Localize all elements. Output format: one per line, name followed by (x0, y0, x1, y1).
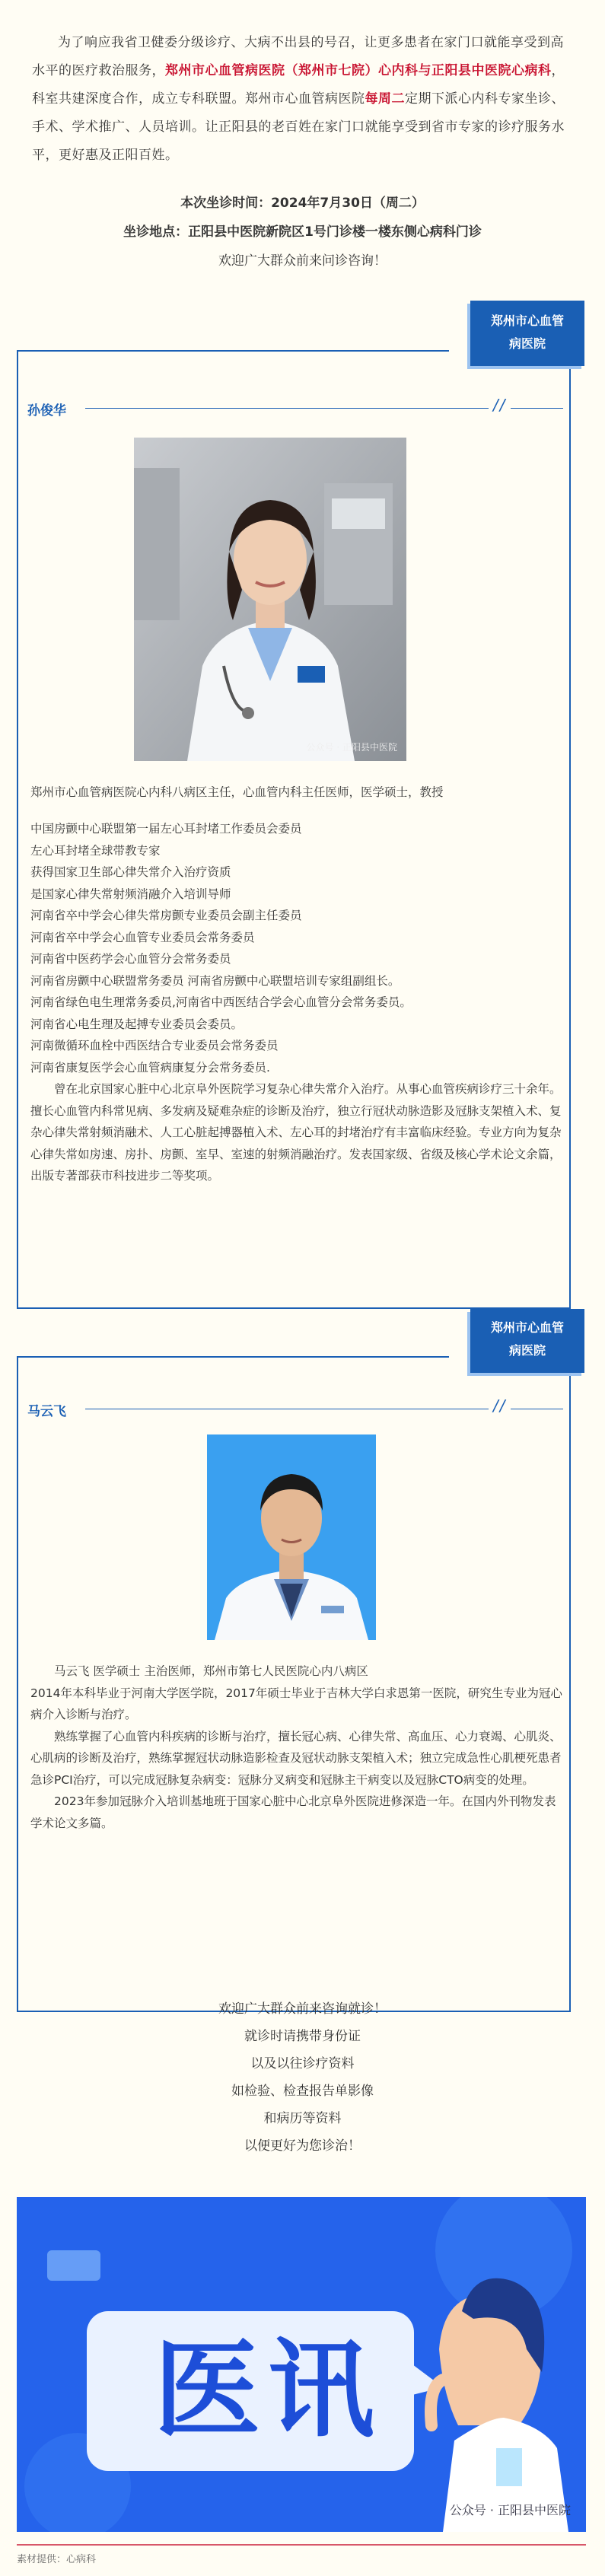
doctor-photo (207, 1434, 376, 1640)
intro-highlight-day: 每周二 (365, 91, 405, 107)
footer-divider (17, 2544, 586, 2546)
doctor-training: 2023年参加冠脉介入培训基地班于国家心脏中心北京阜外医院进修深造一年。在国内外刊物发表学术论文多篇。 (30, 1794, 556, 1830)
hospital-tag-label: 郑州市心血管病医院 (490, 314, 564, 351)
doctor-name: 孙俊华 (27, 403, 66, 419)
role-item: 河南省卒中学会心血管专业委员会常务委员 (30, 930, 255, 944)
doctor-title-line: 马云飞 医学硕士 主治医师，郑州市第七人民医院心内八病区 (54, 1664, 368, 1678)
closing-line: 就诊时请携带身份证 (244, 2029, 361, 2044)
doctor-roles (30, 818, 563, 1187)
closing-line: 欢迎广大群众前来咨询就诊！ (218, 2001, 387, 2017)
doctor-portrait-icon (134, 438, 406, 761)
hospital-tag-label: 郑州市心血管病医院 (490, 1320, 564, 1358)
closing-line: 和病历等资料 (263, 2111, 342, 2126)
intro-highlight-hospitals: 郑州市心血管病医院（郑州市七院）心内科与正阳县中医院心病科 (165, 63, 552, 78)
closing-line: 如检验、检查报告单影像 (231, 2084, 374, 2099)
source-credit: 素材提供：心病科 (17, 2554, 97, 2565)
photo-watermark: 公众号 · 正阳县中医院 (306, 742, 397, 753)
role-item: 中国房颤中心联盟第一届左心耳封堵工作委员会委员 (30, 822, 302, 836)
closing-line: 以便更好为您诊治！ (244, 2138, 361, 2154)
role-item: 河南省心电生理及起搏专业委员会委员。 (30, 1017, 244, 1031)
role-item: 河南省中医药学会心血管分会常务委员 (30, 952, 231, 966)
banner-watermark: 公众号 · 正阳县中医院 (449, 2503, 571, 2517)
decorative-slashes: // (489, 1396, 511, 1415)
role-item: 河南省卒中学会心律失常房颤专业委员会副主任委员 (30, 909, 302, 922)
hospital-tag (470, 1309, 584, 1373)
doctor-bio: 曾在北京国家心脏中心北京阜外医院学习复杂心律失常介入治疗。从事心血管疾病诊疗三十余年。擅长心血管内科常见病、多发病及疑难杂症的诊断及治疗，独立行冠状动脉造影及冠脉支架植入术、复杂心律失常射频消融术、人工心脏起搏器植入术、左心耳的封堵治疗有丰富临床经验。专业方向为复杂心律失常如房速、房扑、房颤、室早、室速的射频消融治疗。发表国家级、省级及核心学术论文余篇，出版专著部获市科技进步二等奖项。 (30, 1082, 562, 1183)
role-item: 河南微循环血栓中西医结合专业委员会常务委员 (30, 1039, 279, 1052)
doctor-intro (30, 782, 563, 804)
clinic-place: 坐诊地点：正阳县中医院新院区1号门诊楼一楼东侧心病科门诊 (123, 224, 482, 240)
intro-paragraph (32, 29, 577, 170)
banner-title: 医讯 (153, 2329, 382, 2453)
welcome-line: 欢迎广大群众前来问诊咨询！ (218, 253, 387, 269)
news-banner (17, 2197, 586, 2532)
hospital-tag (470, 301, 584, 366)
closing-notes (0, 1995, 605, 2160)
role-item: 是国家心律失常射频消融介入培训导师 (30, 887, 231, 901)
doctor-portrait-icon (207, 1434, 376, 1640)
role-item: 河南省康复医学会心血管病康复分会常务委员. (30, 1060, 270, 1075)
doctor-name: 马云飞 (27, 1404, 66, 1419)
intro-text: 为了响应我省卫健委分级诊疗、大病不出县的号召，让更多患者在家门口就能享受到高水平的医疗救治服务， (32, 35, 564, 78)
role-item: 获得国家卫生部心律失常介入治疗资质 (30, 865, 231, 879)
doctor-card-2 (17, 1309, 587, 1979)
doctor-title-line: 郑州市心血管病医院心内科八病区主任，心血管内科主任医师，医学硕士，教授 (30, 785, 444, 799)
doctor-expertise: 熟练掌握了心血管内科疾病的诊断与治疗，擅长冠心病、心律失常、高血压、心力衰竭、心肌炎、心肌病的诊断及治疗，熟练掌握冠状动脉造影检查及冠状动脉支架植入术；独立完成急性心肌梗死患者急诊PCI治疗，可以完成冠脉复杂病变：冠脉分叉病变和冠脉主干病变以及冠脉CTO病变的处理。 (30, 1729, 562, 1787)
doctor-card-1 (17, 301, 587, 1309)
role-item: 河南省绿色电生理常务委员,河南省中西医结合学会心血管分会常务委员。 (30, 995, 412, 1009)
decorative-slashes: // (489, 396, 511, 414)
role-item: 左心耳封堵全球带教专家 (30, 843, 161, 858)
closing-line: 以及以往诊疗资料 (250, 2056, 355, 2071)
intro-text: 定期下派心内科专家坐诊、手术、学术推广、人员培训。让正阳县的老百姓在家门口就能享受到省市专家的诊疗服务水平，更好惠及正阳百姓。 (32, 91, 565, 163)
role-item: 河南省房颤中心联盟常务委员 河南省房颤中心联盟培训专家组副组长。 (30, 973, 400, 988)
doctor-bio-block (30, 1661, 563, 1834)
doctor-photo (134, 438, 406, 761)
intro-text: ，科室共建深度合作，成立专科联盟。郑州市心血管病医院 (32, 63, 565, 107)
doctor-education: 2014年本科毕业于河南大学医学院，2017年硕士毕业于吉林大学白求恩第一医院，研究生专业为冠心病介入诊断与治疗。 (30, 1686, 562, 1721)
clinic-time: 本次坐诊时间：2024年7月30日（周二） (180, 196, 425, 211)
